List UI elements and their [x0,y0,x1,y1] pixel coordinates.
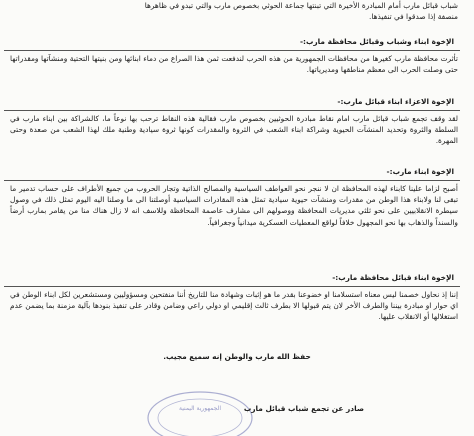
divider [4,180,460,181]
section-heading: الإخوة الاعزاء ابناء قبائل مارب:- [337,97,454,106]
section-1 [10,36,460,75]
closing-line: حفظ الله مارب والوطن إنه سميع مجيب. [163,352,311,361]
intro-line-1: شباب قبائل مارب أمام المبادرة الأخيرة التي تبنتها جماعة الحوثي بخصوص مارب والتي تبدو في ظاهرها [144,1,458,10]
section-text: لقد وقف تجمع شباب قبائل مارب امام نقاط مبادرة الحوثيين بخصوص مارب فقالية هذه النقاط ترحب بها نوعاً ما، كالشراكة بين ابناء مارب في السلطة والثروة وتحديد المنشآت الحيوية وشراكة ابناء الشعب في الثروة والمقدرات كونها ثروة سيادية وطنية ملك لهذا الشعب من صعدة وحتى المهرة. [10,114,458,146]
section-4 [10,272,460,323]
section-heading: الإخوة ابناء قبائل محافظة مارب:- [332,273,454,282]
stamp-text: الجمهورية اليمنية [178,405,222,412]
section-2 [10,96,460,147]
divider [4,110,460,111]
section-heading: الإخوة ابناء مارب:- [386,167,454,176]
divider [4,286,460,287]
divider [4,50,460,51]
section-heading: الإخوة ابناء وشباب وقبائل محافظة مارب:- [299,37,454,46]
intro [10,0,460,22]
section-text: تأثرت محافظة مارب كغيرها من محافظات الجمهورية من هذه الحرب لندفعت ثمن هذا الصراع من دماء ابنائها ومن بنيتها التحتية ومنشآتها ومقدراتها حتى وصلت الحرب الى معظم مناطقها ومديرياتها. [10,54,458,75]
section-3 [10,166,460,228]
section-text: إننا إذ نحاول خصمنا ليس معناه استسلامنا او خضوعنا بقدر ما هو إثبات وشهادة منا للتاريخ أننا منفتحين ومسؤوليين ومستشعرين لكل ابناء الوطن في اي حوار او مبادرة بيننا والطرف الأخر لان يتم قبولها الا بطرف ثالث إقليمي او دولي راعي وضامن وقادر على تنفيذ بنودها بآلية مزمنة بما يضمن عدم استغلالها أو الانقلاب عليها. [10,290,458,322]
signature-line: صادر عن تجمع شباب قبائل مارب [243,404,364,413]
intro-line-2: منصفة إذا صدقوا في تنفيذها. [369,12,458,22]
official-stamp [140,388,260,436]
section-text: أصبح لزاما علينا كابناء لهذه المحافظة ان لا ننجر نحو العواطف السياسية والمصالح الذاتية وتجار الحروب من جميع الأطراف على حساب تدمير ما تبقى لنا ولابناء هذا الوطن من مقدرات ومنشآت حيوية سيادية تمثل هذه المقادرات السياسية أوصلتنا الى ما وصلنا اليه اليوم تمثل ذلك في وصول سيطرة الانقلابيين على نحو ثلثي مديريات المحافظة ووصولهم الى مشارف عاصمة المحافظة وللاسف انه لا زال هناك منا من يقامر بمارب أرضاً والسنداً والذهاب بها نحو المجهول خلافاً لواقع المعطيات العسكرية ميدانياً وجغرافياً. [10,184,458,227]
